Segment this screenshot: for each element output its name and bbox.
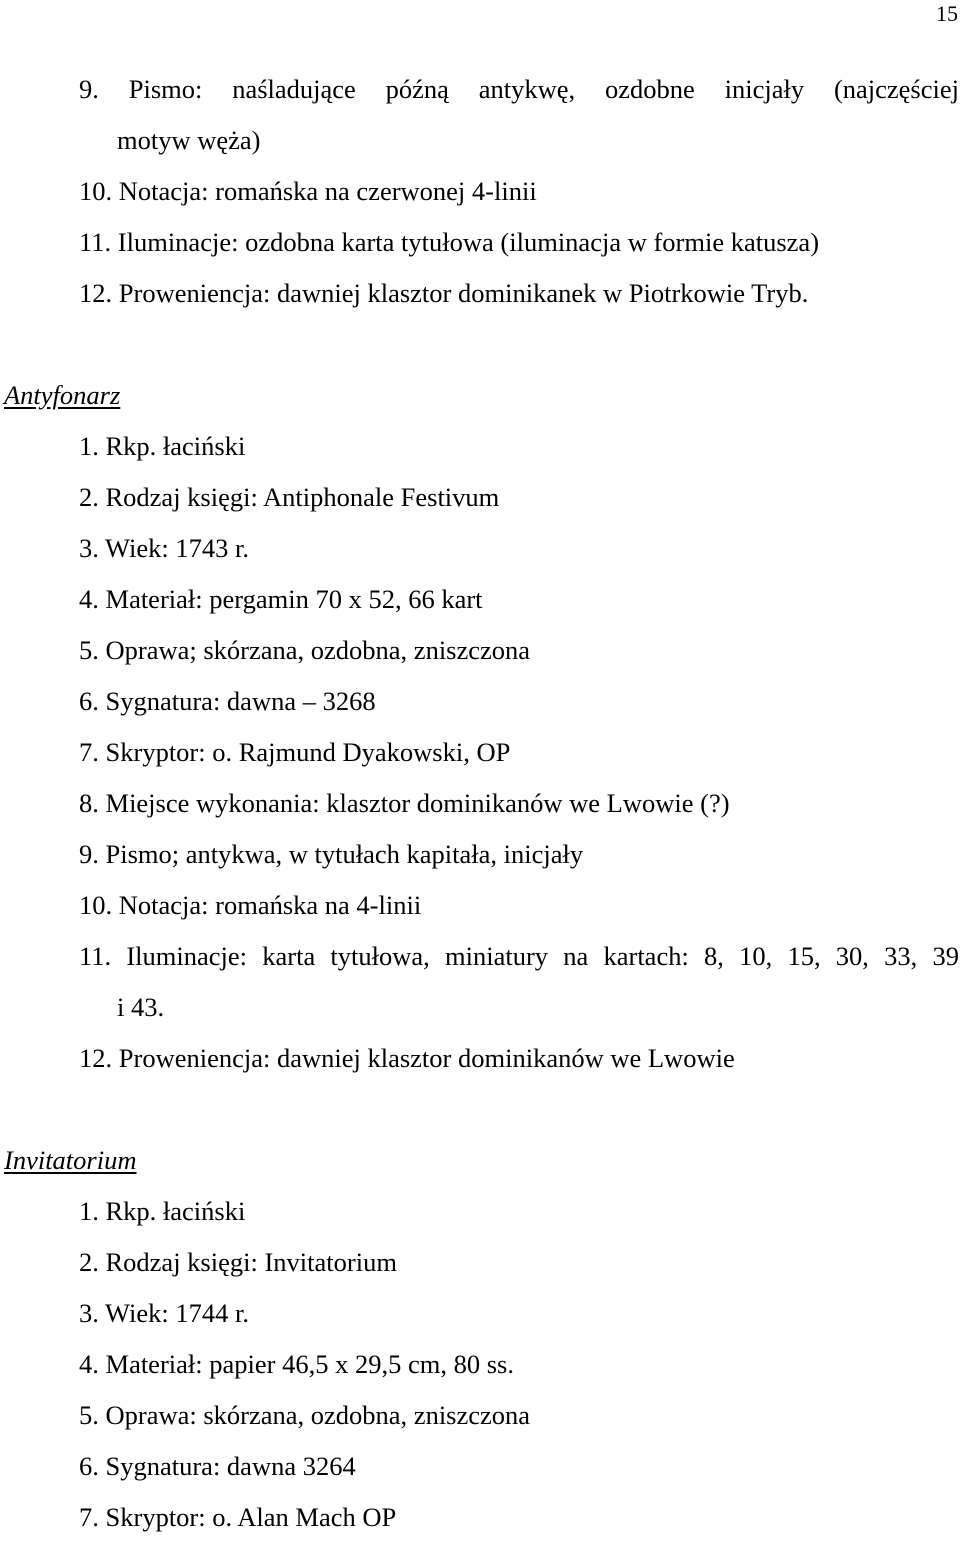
list-item: 6. Sygnatura: dawna 3264 [79, 1451, 356, 1481]
list-item: 2. Rodzaj księgi: Invitatorium [79, 1247, 397, 1277]
list-item: 7. Skryptor: o. Rajmund Dyakowski, OP [79, 737, 511, 767]
document-body [0, 64, 960, 1543]
list-item: 4. Materiał: papier 46,5 x 29,5 cm, 80 ss. [79, 1349, 514, 1379]
list-item: 1. Rkp. łaciński [79, 1196, 246, 1226]
page-number: 15 [936, 1, 958, 26]
list-item: 12. Proweniencja: dawniej klasztor dominikanów we Lwowie [79, 1043, 735, 1073]
list-item: 9. Pismo: naśladujące późną antykwę, ozdobne inicjały (najczęściej [79, 74, 959, 104]
list-item: 1. Rkp. łaciński [79, 431, 246, 461]
list-item: 9. Pismo; antykwa, w tytułach kapitała, inicjały [79, 839, 584, 869]
list-item: 3. Wiek: 1743 r. [79, 533, 249, 563]
list-item: 5. Oprawa: skórzana, ozdobna, zniszczona [79, 1400, 531, 1430]
list-item: 4. Materiał: pergamin 70 x 52, 66 kart [79, 584, 483, 614]
list-item-continuation: motyw węża) [117, 125, 261, 155]
list-item: 6. Sygnatura: dawna – 3268 [79, 686, 376, 716]
list-item: 7. Skryptor: o. Alan Mach OP [79, 1502, 397, 1532]
section-heading: Invitatorium [4, 1145, 137, 1175]
section-antyfonarz [0, 370, 960, 1084]
list-item: 8. Miejsce wykonania: klasztor dominikanów we Lwowie (?) [79, 788, 730, 818]
prev-entry-list [0, 64, 960, 319]
list-item: 11. Iluminacje: karta tytułowa, miniatury na kartach: 8, 10, 15, 30, 33, 39 [79, 941, 959, 971]
section-spacer [0, 319, 960, 370]
section-invitatorium [0, 1135, 960, 1543]
list-item: 5. Oprawa; skórzana, ozdobna, zniszczona [79, 635, 531, 665]
section-heading: Antyfonarz [4, 380, 121, 410]
list-item-continuation: i 43. [117, 992, 165, 1022]
list-item: 10. Notacja: romańska na 4-linii [79, 890, 422, 920]
list-item: 12. Proweniencja: dawniej klasztor dominikanek w Piotrkowie Tryb. [79, 278, 809, 308]
list-item: 2. Rodzaj księgi: Antiphonale Festivum [79, 482, 500, 512]
list-item: 11. Iluminacje: ozdobna karta tytułowa (iluminacja w formie katusza) [79, 227, 820, 257]
list-item: 3. Wiek: 1744 r. [79, 1298, 249, 1328]
list-item: 10. Notacja: romańska na czerwonej 4-linii [79, 176, 537, 206]
section-spacer [0, 1084, 960, 1135]
